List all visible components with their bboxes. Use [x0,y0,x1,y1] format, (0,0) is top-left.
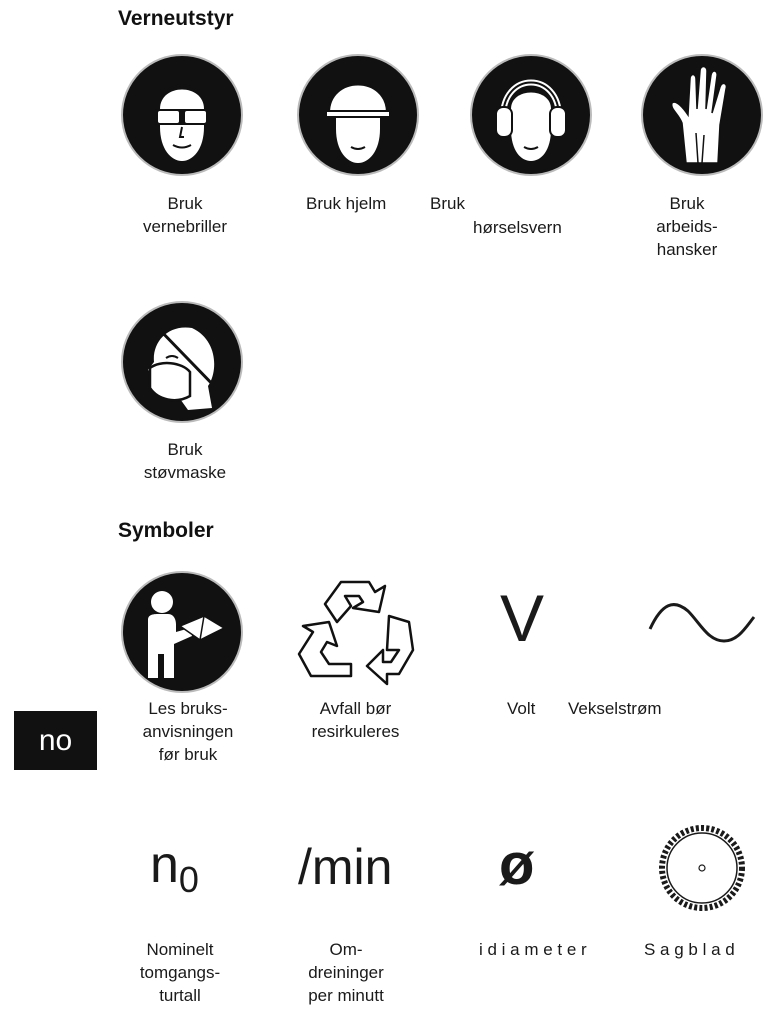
symbol-label-diameter: i d i a m e t e r [479,940,587,959]
alternating-current-icon [648,595,756,651]
symbol-label-recycle: Avfall bør resirkuleres [311,699,400,741]
per-minute-icon: /min [298,839,393,895]
ppe-label-goggles: Bruk vernebriller [142,194,228,236]
ppe-label-helmet: Bruk hjelm [306,194,387,213]
symbol-label-per-minute: Om- dreininger per minutt [308,940,384,1005]
symbol-label-saw-blade: S a g b l a d [644,940,735,959]
ppe-label-dust-mask: Bruk støvmaske [143,440,227,482]
safety-goggles-icon [120,53,244,177]
section-title-symbols: Symboler [118,519,214,542]
volt-icon: V [500,581,545,655]
saw-blade-icon [656,822,748,914]
symbol-label-volt: Volt [507,699,536,718]
symbol-label-no-load-speed: Nominelt tomgangs- turtall [139,940,221,1005]
dust-mask-icon [120,300,244,424]
language-tab: no [14,711,97,770]
section-title-ppe: Verneutstyr [118,7,234,30]
ppe-label-gloves: Bruk arbeids- hansker [656,194,718,259]
ear-protection-icon [469,53,593,177]
symbol-label-read-manual: Les bruks- anvisningen før bruk [142,699,234,764]
no-load-speed-icon [150,838,199,907]
work-gloves-icon [640,53,764,177]
helmet-icon [296,53,420,177]
recycle-icon [295,570,419,694]
diameter-icon: ø [499,832,535,897]
symbol-label-ac: Vekselstrøm [568,699,662,718]
no-load-speed-subscript: 0 [178,859,199,900]
ppe-label-ear: hørselsvern [473,218,562,237]
no-load-speed-glyph: n [150,836,179,894]
ppe-label-ear-bruk: Bruk [430,194,465,213]
read-manual-icon [120,570,244,694]
